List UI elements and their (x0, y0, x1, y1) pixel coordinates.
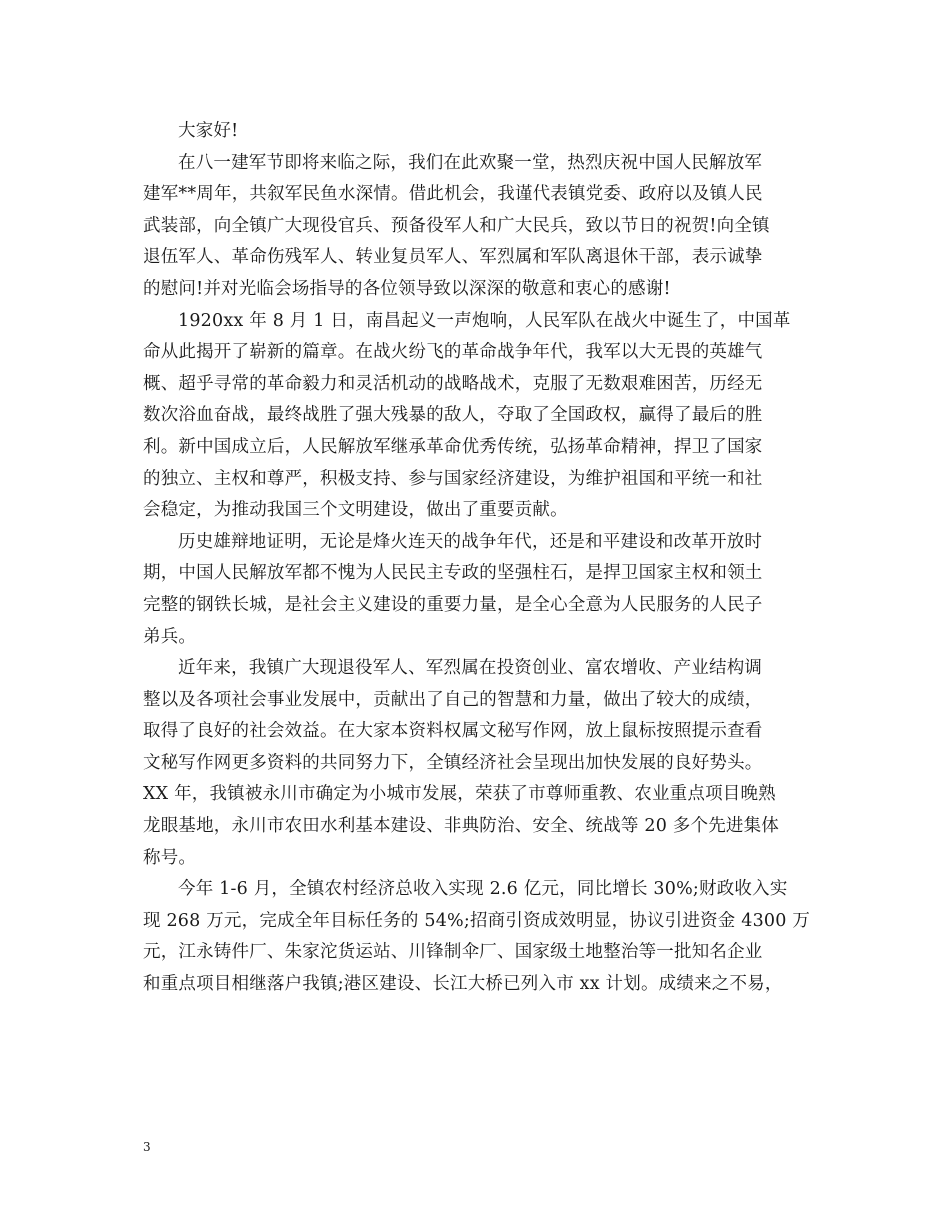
text-line: 1920xx 年 8 月 1 日，南昌起义一声炮响，人民军队在战火中诞生了，中国革 (178, 310, 791, 331)
text-line: 的独立、主权和尊严，积极支持、参与国家经济建设，为维护祖国和平统一和社 (143, 468, 763, 489)
text-line: 会稳定，为推动我国三个文明建设，做出了重要贡献。 (143, 500, 568, 521)
paragraph-history (143, 306, 823, 527)
text-line: 概、超乎寻常的革命毅力和灵活机动的战略战术，克服了无数艰难困苦，历经无 (143, 373, 763, 394)
paragraph-intro (143, 148, 823, 306)
text-line: 建军**周年，共叙军民鱼水深情。借此机会，我谨代表镇党委、政府以及镇人民 (143, 184, 763, 205)
paragraph-proof (143, 527, 823, 653)
paragraph-this-year (143, 874, 823, 1000)
text-line: 大家好! (178, 121, 239, 141)
text-line: 利。新中国成立后，人民解放军继承革命优秀传统，弘扬革命精神，捍卫了国家 (143, 436, 763, 457)
text-line: 现 268 万元，完成全年目标任务的 54%;招商引资成效明显，协议引进资金 4300 万 (143, 910, 811, 931)
text-line: 在八一建军节即将来临之际，我们在此欢聚一堂，热烈庆祝中国人民解放军 (178, 152, 763, 173)
text-line: 近年来，我镇广大现退役军人、军烈属在投资创业、富农增收、产业结构调 (178, 658, 763, 679)
text-line: 取得了良好的社会效益。在大家本资料权属文秘写作网，放上鼠标按照提示查看 (143, 721, 763, 742)
text-line: 龙眼基地，永川市农田水利基本建设、非典防治、安全、统战等 20 多个先进集体 (143, 816, 779, 837)
text-line: 命从此揭开了崭新的篇章。在战火纷飞的革命战争年代，我军以大无畏的英雄气 (143, 342, 763, 363)
page-number: 3 (143, 1140, 151, 1154)
text-line: 整以及各项社会事业发展中，贡献出了自己的智慧和力量，做出了较大的成绩， (143, 689, 763, 710)
text-line: 今年 1-6 月，全镇农村经济总收入实现 2.6 亿元，同比增长 30%;财政收入实 (178, 879, 788, 900)
text-line: XX 年，我镇被永川市确定为小城市发展，荣获了市尊师重教、农业重点项目晚熟 (143, 784, 776, 805)
text-line: 的慰问!并对光临会场指导的各位领导致以深深的敬意和衷心的感谢! (143, 278, 671, 299)
text-line: 元，江永铸件厂、朱家沱货运站、川锋制伞厂、国家级土地整治等一批知名企业 (143, 942, 763, 963)
text-line: 武装部，向全镇广大现役官兵、预备役军人和广大民兵，致以节日的祝贺!向全镇 (143, 215, 770, 236)
text-line: 弟兵。 (143, 626, 197, 647)
text-line: 历史雄辩地证明，无论是烽火连天的战争年代，还是和平建设和改革开放时 (178, 531, 763, 552)
paragraph-recent-years (143, 653, 823, 874)
text-line: 和重点项目相继落户我镇;港区建设、长江大桥已列入市 xx 计划。成绩来之不易， (143, 974, 783, 995)
text-line: 文秘写作网更多资料的共同努力下，全镇经济社会呈现出加快发展的良好势头。 (143, 752, 763, 773)
text-line: 完整的钢铁长城，是社会主义建设的重要力量，是全心全意为人民服务的人民子 (143, 594, 763, 615)
text-line: 称号。 (143, 847, 197, 868)
text-line: 期，中国人民解放军都不愧为人民民主专政的坚强柱石，是捍卫国家主权和领土 (143, 563, 763, 584)
paragraph-greeting (143, 116, 823, 148)
text-line: 数次浴血奋战，最终战胜了强大残暴的敌人，夺取了全国政权，赢得了最后的胜 (143, 405, 763, 426)
document-body (143, 116, 823, 1001)
text-line: 退伍军人、革命伤残军人、转业复员军人、军烈属和军队离退休干部，表示诚挚 (143, 247, 763, 268)
